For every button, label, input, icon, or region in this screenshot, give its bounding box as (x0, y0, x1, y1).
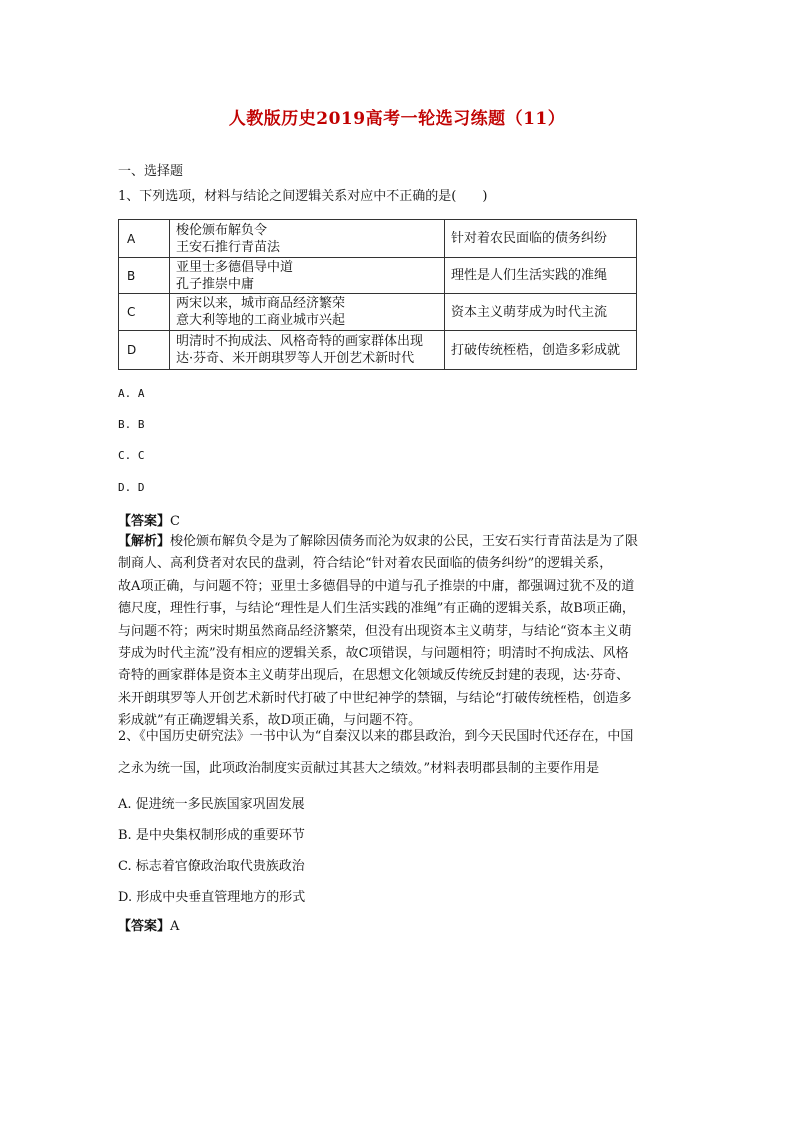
question-2-choice-d: D. 形成中央垂直管理地方的形式 (118, 890, 306, 905)
analysis-line: 彩成就”有正确逻辑关系，故D项正确，与问题不符。 (118, 713, 422, 729)
option-conclusion: 理性是人们生活实践的准绳 (445, 258, 637, 294)
answer-label: 【答案】 (118, 514, 171, 529)
analysis-line: 与问题不符；两宋时期虽然商品经济繁荣，但没有出现资本主义萌芽，与结论“资本主义萌 (118, 623, 632, 639)
question-1-answer (118, 510, 180, 529)
material-line: 两宋以来，城市商品经济繁荣 (176, 296, 346, 311)
section-heading: 一、选择题 (118, 164, 184, 179)
analysis-line (118, 531, 678, 553)
option-material (170, 294, 445, 331)
option-conclusion: 针对着农民面临的债务纠纷 (445, 220, 637, 258)
question-2-stem-line-1: 2、《中国历史研究法》一书中认为“自秦汉以来的郡县政治，到今天民国时代还存在，中国 (118, 729, 634, 744)
answer-value: A (170, 919, 180, 934)
material-line: 王安石推行青苗法 (176, 239, 281, 255)
question-2-answer (118, 915, 179, 934)
material-line: 亚里士多德倡导中道 (176, 259, 294, 275)
question-1-stem: 1、下列选项，材料与结论之间逻辑关系对应中不正确的是( ) (118, 189, 488, 204)
option-material (170, 220, 445, 258)
question-1-table (118, 219, 637, 370)
table-row (119, 331, 637, 370)
question-2-choice-c: C. 标志着官僚政治取代贵族政治 (118, 859, 305, 874)
table-row (119, 220, 637, 258)
table-row (119, 258, 637, 294)
option-conclusion: 资本主义萌芽成为时代主流 (445, 294, 637, 331)
option-letter: B (119, 258, 170, 294)
question-1-choice-d: D. D (118, 481, 145, 494)
option-letter: D (119, 331, 170, 370)
option-conclusion: 打破传统桎梏，创造多彩成就 (445, 331, 637, 370)
question-1-analysis (118, 531, 678, 733)
question-2-choice-a: A. 促进统一多民族国家巩固发展 (118, 797, 305, 812)
option-letter: C (119, 294, 170, 331)
analysis-line: 奇特的画家群体是资本主义萌芽出现后，在思想文化领域反传统反封建的表现，达·芬奇、 (118, 668, 630, 684)
option-material (170, 331, 445, 370)
question-1-choice-b: B. B (118, 418, 145, 431)
analysis-text: 梭伦颁布解负令是为了解除因债务而沦为奴隶的公民，王安石实行青苗法是为了限 (170, 534, 639, 549)
analysis-line: 米开朗琪罗等人开创艺术新时代打破了中世纪神学的禁锢，与结论“打破传统桎梏，创造多 (118, 690, 632, 706)
answer-label: 【答案】 (118, 919, 171, 934)
analysis-line: 制商人、高利贷者对农民的盘剥，符合结论“针对着农民面临的债务纠纷”的逻辑关系， (118, 556, 613, 572)
analysis-line: 德尺度，理性行事，与结论“理性是人们生活实践的准绳”有正确的逻辑关系，故B项正确， (118, 601, 635, 617)
answer-value: C (170, 514, 180, 529)
question-2-choice-b: B. 是中央集权制形成的重要环节 (118, 828, 305, 843)
document-title: 人教版历史2019高考一轮选习练题（11） (228, 109, 566, 129)
material-line: 意大利等地的工商业城市兴起 (176, 313, 346, 328)
material-line: 达·芬奇、米开朗琪罗等人开创艺术新时代 (176, 351, 415, 366)
analysis-line: 故A项正确，与问题不符；亚里士多德倡导的中道与孔子推崇的中庸，都强调过犹不及的道 (118, 578, 635, 594)
material-line: 孔子推崇中庸 (176, 276, 255, 292)
material-line: 梭伦颁布解负令 (176, 222, 268, 238)
table-row (119, 294, 637, 331)
option-letter: A (119, 220, 170, 258)
analysis-line: 芽成为时代主流”没有相应的逻辑关系，故C项错误，与问题相符；明清时不拘成法、风格 (118, 646, 629, 662)
question-1-choice-a: A. A (118, 387, 145, 400)
analysis-label: 【解析】 (118, 534, 171, 549)
question-1-choice-c: C. C (118, 449, 145, 462)
material-line: 明清时不拘成法、风格奇特的画家群体出现 (176, 334, 424, 349)
question-2-stem-line-2: 之永为统一国，此项政治制度实贡献过其甚大之绩效。”材料表明郡县制的主要作用是 (118, 761, 600, 776)
option-material (170, 258, 445, 294)
